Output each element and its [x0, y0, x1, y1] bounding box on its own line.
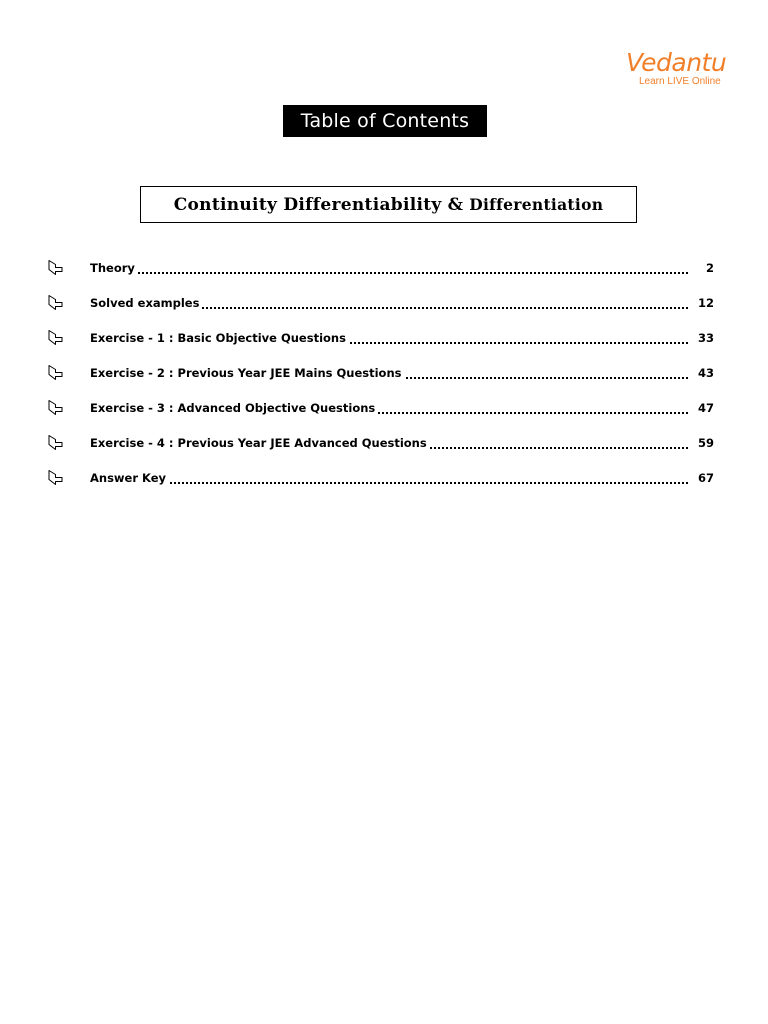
hollow-arrow-icon — [46, 364, 64, 382]
toc-entry-answer-key[interactable] — [46, 460, 726, 495]
logo-wordmark: Vedantu — [626, 48, 727, 77]
chapter-title-part1: Continuity Differentiability — [173, 194, 442, 215]
toc-entry-exercise-2[interactable] — [46, 355, 726, 390]
vedantu-logo — [626, 48, 726, 92]
chapter-title-part2: Differentiation — [469, 195, 604, 214]
toc-entry-exercise-4[interactable] — [46, 425, 726, 460]
toc-entry-page: 59 — [697, 436, 714, 450]
toc-entry-page: 33 — [697, 331, 714, 345]
toc-entry-page: 12 — [697, 296, 714, 310]
hollow-arrow-icon — [46, 329, 64, 347]
chapter-title-ampersand: & — [447, 194, 464, 215]
hollow-arrow-icon — [46, 469, 64, 487]
hollow-arrow-icon — [46, 259, 64, 277]
dot-leader — [106, 482, 688, 484]
hollow-arrow-icon — [46, 434, 64, 452]
toc-entry-solved-examples[interactable] — [46, 285, 726, 320]
chapter-title-box — [140, 186, 637, 223]
toc-entry-exercise-3[interactable] — [46, 390, 726, 425]
toc-entry-title: Exercise - 1 : Basic Objective Questions — [90, 331, 349, 345]
logo-tagline: Learn LIVE Online — [639, 76, 721, 87]
hollow-arrow-icon — [46, 294, 64, 312]
toc-entry-title: Theory — [90, 261, 138, 275]
toc-entry-title: Answer Key — [90, 471, 169, 485]
toc-entry-exercise-1[interactable] — [46, 320, 726, 355]
toc-entry-page: 47 — [697, 401, 714, 415]
toc-entry-theory[interactable] — [46, 250, 726, 285]
table-of-contents-heading: Table of Contents — [283, 105, 487, 137]
dot-leader — [106, 272, 688, 274]
toc-entry-title: Exercise - 4 : Previous Year JEE Advanced Questions — [90, 436, 430, 450]
hollow-arrow-icon — [46, 399, 64, 417]
toc-entry-title: Exercise - 3 : Advanced Objective Questions — [90, 401, 378, 415]
toc-entry-title: Exercise - 2 : Previous Year JEE Mains Questions — [90, 366, 404, 380]
toc-entry-page: 43 — [697, 366, 714, 380]
toc-entry-page: 67 — [697, 471, 714, 485]
toc-list — [46, 250, 726, 495]
toc-entry-page: 2 — [705, 261, 714, 275]
toc-entry-title: Solved examples — [90, 296, 202, 310]
